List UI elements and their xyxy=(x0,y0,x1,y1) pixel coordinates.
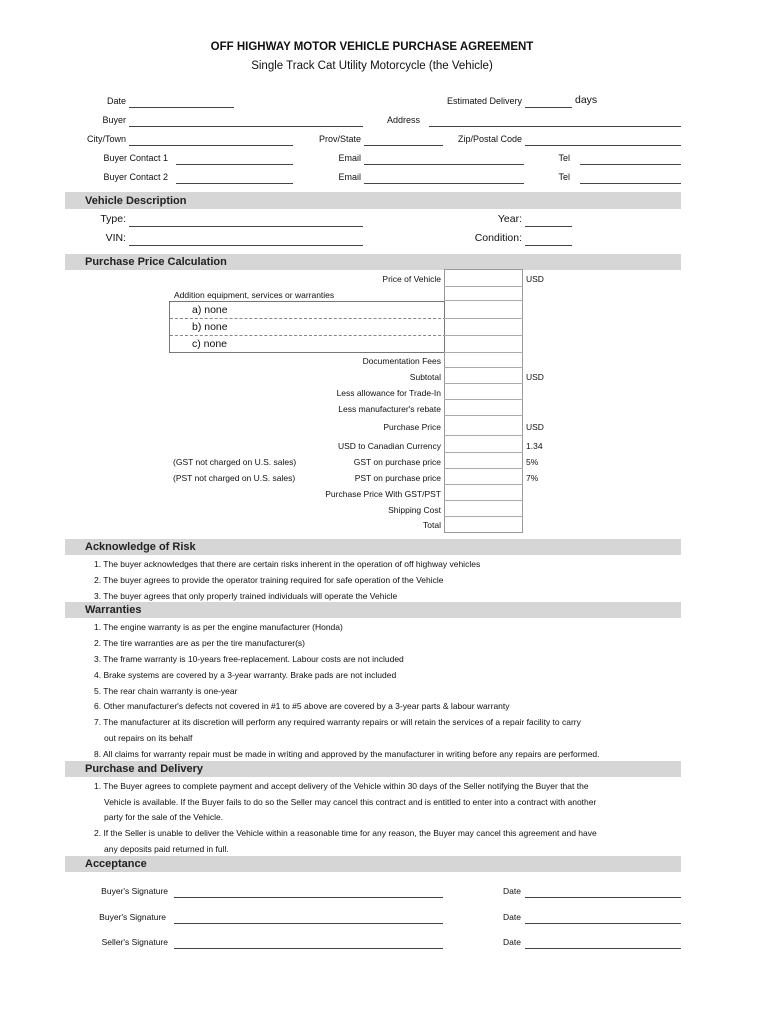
city-field[interactable] xyxy=(129,145,293,146)
type-label: Type: xyxy=(100,213,126,225)
year-field[interactable] xyxy=(525,226,572,227)
shipping-label: Shipping Cost xyxy=(388,505,441,515)
gst-rate: 5% xyxy=(526,457,539,467)
pst-note: (PST not charged on U.S. sales) xyxy=(173,473,296,483)
risk-section-header xyxy=(65,539,681,555)
additions-label: Addition equipment, services or warranties xyxy=(174,290,335,300)
condition-label: Condition: xyxy=(474,232,522,244)
address-field[interactable] xyxy=(429,126,681,127)
email1-field[interactable] xyxy=(364,164,524,165)
vehicle-section-header xyxy=(65,192,681,209)
prov-label: Prov/State xyxy=(318,134,361,144)
seller-date-field[interactable] xyxy=(525,948,681,949)
vin-field[interactable] xyxy=(129,245,363,246)
prov-field[interactable] xyxy=(364,145,443,146)
acceptance-section-title: Acceptance xyxy=(85,858,147,870)
email2-label: Email xyxy=(338,172,361,182)
address-label: Address xyxy=(386,115,420,125)
warranty-item-2: 2. The tire warranties are as per the tire manufacturer(s) xyxy=(94,638,306,648)
buyer-date-label-2: Date xyxy=(503,912,521,922)
tel1-field[interactable] xyxy=(580,164,681,165)
buyer-signature-field-1[interactable] xyxy=(174,897,443,898)
type-field[interactable] xyxy=(129,226,363,227)
gst-note: (GST not charged on U.S. sales) xyxy=(173,457,297,467)
usd-to-cad-label: USD to Canadian Currency xyxy=(338,441,441,451)
pricing-section-header xyxy=(65,254,681,270)
risk-item-2: 2. The buyer agrees to provide the operator training required for safe operation of the Vehicle xyxy=(94,575,444,585)
risk-item-3: 3. The buyer agrees that only properly trained individuals will operate the Vehicle xyxy=(94,591,398,601)
warranty-item-3: 3. The frame warranty is 10-years free-replacement. Labour costs are not included xyxy=(94,654,404,664)
risk-item-1: 1. The buyer acknowledges that there are certain risks inherent in the operation of off highway vehicles xyxy=(94,559,481,569)
addition-item-a[interactable]: a) none xyxy=(192,304,228,316)
price-of-vehicle-input[interactable] xyxy=(445,270,522,287)
tel2-field[interactable] xyxy=(580,183,681,184)
addition-item-b[interactable]: b) none xyxy=(192,321,228,333)
buyer-signature-label-2: Buyer's Signature xyxy=(99,912,166,922)
tel2-label: Tel xyxy=(558,172,570,182)
price-of-vehicle-currency: USD xyxy=(526,274,544,284)
date-field[interactable] xyxy=(129,107,234,108)
delivery-item-1-cont-b: party for the sale of the Vehicle. xyxy=(104,812,224,822)
seller-signature-label: Seller's Signature xyxy=(101,937,168,947)
buyer-signature-label-1: Buyer's Signature xyxy=(101,886,168,896)
postal-field[interactable] xyxy=(525,145,681,146)
price-of-vehicle-label: Price of Vehicle xyxy=(382,274,441,284)
warranties-section-title: Warranties xyxy=(85,604,142,616)
gst-label: GST on purchase price xyxy=(353,457,441,467)
pst-label: PST on purchase price xyxy=(354,473,441,483)
seller-signature-field[interactable] xyxy=(174,948,443,949)
estimated-delivery-label: Estimated Delivery xyxy=(446,96,522,106)
delivery-item-2-cont: any deposits paid returned in full. xyxy=(104,844,229,854)
email1-label: Email xyxy=(338,153,361,163)
pricing-section-title: Purchase Price Calculation xyxy=(85,256,227,268)
email2-field[interactable] xyxy=(364,183,524,184)
vehicle-section-title: Vehicle Description xyxy=(85,194,187,207)
year-label: Year: xyxy=(497,213,522,225)
buyer-date-field-2[interactable] xyxy=(525,923,681,924)
postal-label: Zip/Postal Code xyxy=(457,134,522,144)
contact1-field[interactable] xyxy=(176,164,293,165)
exchange-rate: 1.34 xyxy=(526,441,543,451)
delivery-section-title: Purchase and Delivery xyxy=(85,763,204,775)
subtotal-label: Subtotal xyxy=(409,372,441,382)
contact2-field[interactable] xyxy=(176,183,293,184)
value-column xyxy=(444,269,523,533)
trade-in-label: Less allowance for Trade-In xyxy=(336,388,441,398)
rebate-label: Less manufacturer's rebate xyxy=(338,404,441,414)
warranty-item-8: 8. All claims for warranty repair must be made in writing and approved by the manufacturer in writing before any repairs are performed. xyxy=(94,749,600,759)
warranty-item-7: 7. The manufacturer at its discretion will perform any required warranty repairs or will retain the services of a repair facility to carry xyxy=(94,717,581,727)
tel1-label: Tel xyxy=(558,153,570,163)
date-label: Date xyxy=(106,96,126,106)
total-label: Total xyxy=(423,520,441,530)
subtotal-currency: USD xyxy=(526,372,544,382)
delivery-item-1: 1. The Buyer agrees to complete payment and accept delivery of the Vehicle within 30 days of the Seller notifying the Buyer that the xyxy=(94,781,589,791)
risk-section-title: Acknowledge of Risk xyxy=(85,541,196,553)
contact2-label: Buyer Contact 2 xyxy=(103,172,168,182)
estimated-delivery-field[interactable] xyxy=(525,107,572,108)
seller-date-label: Date xyxy=(503,937,521,947)
page-title: OFF HIGHWAY MOTOR VEHICLE PURCHASE AGREEMENT xyxy=(210,41,534,53)
buyer-label: Buyer xyxy=(102,115,126,125)
buyer-signature-field-2[interactable] xyxy=(174,923,443,924)
documentation-fees-label: Documentation Fees xyxy=(362,356,441,366)
contact1-label: Buyer Contact 1 xyxy=(103,153,168,163)
warranty-item-7-cont: out repairs on its behalf xyxy=(104,733,193,743)
vin-label: VIN: xyxy=(105,232,126,244)
delivery-item-1-cont-a: Vehicle is available. If the Buyer fails to do so the Seller may cancel this contract and is entitled to enter into a contract with another xyxy=(104,797,597,807)
buyer-date-field-1[interactable] xyxy=(525,897,681,898)
price-with-tax-label: Purchase Price With GST/PST xyxy=(325,489,441,499)
days-label: days xyxy=(575,94,598,106)
addition-item-c[interactable]: c) none xyxy=(192,338,228,350)
warranties-section-header xyxy=(65,602,681,618)
warranty-item-5: 5. The rear chain warranty is one-year xyxy=(94,686,238,696)
pst-rate: 7% xyxy=(526,473,539,483)
page-subtitle: Single Track Cat Utility Motorcycle (the Vehicle) xyxy=(251,60,493,72)
delivery-item-2: 2. If the Seller is unable to deliver the Vehicle within a reasonable time for any reason, the Buyer may cancel this agreement and have xyxy=(94,828,597,838)
acceptance-section-header xyxy=(65,856,681,872)
city-label: City/Town xyxy=(86,134,126,144)
purchase-price-currency: USD xyxy=(526,422,544,432)
buyer-field[interactable] xyxy=(129,126,363,127)
warranty-item-6: 6. Other manufacturer's defects not covered in #1 to #5 above are covered by a 3-year parts & labour warranty xyxy=(94,701,510,711)
warranty-item-1: 1. The engine warranty is as per the engine manufacturer (Honda) xyxy=(94,622,343,632)
condition-field[interactable] xyxy=(525,245,572,246)
buyer-date-label-1: Date xyxy=(503,886,521,896)
warranty-item-4: 4. Brake systems are covered by a 3-year warranty. Brake pads are not included xyxy=(94,670,397,680)
purchase-price-label: Purchase Price xyxy=(383,422,441,432)
delivery-section-header xyxy=(65,761,681,777)
